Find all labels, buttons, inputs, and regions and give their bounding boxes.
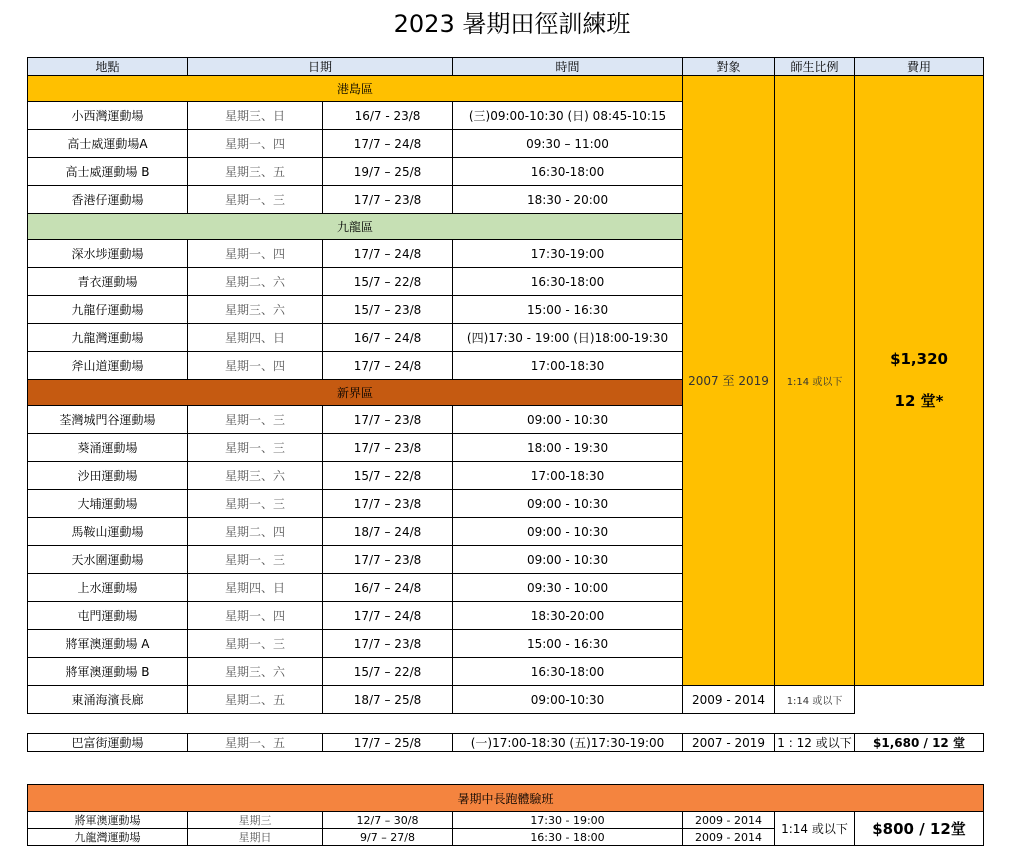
days-cell: 星期一、三: [188, 630, 323, 658]
days-cell: 星期二、五: [188, 686, 323, 714]
fee-price: $1,320: [890, 350, 948, 368]
venue-cell: 荃灣城門谷運動場: [28, 406, 188, 434]
distance-table: [27, 784, 984, 846]
venue-cell: 沙田運動場: [28, 462, 188, 490]
days-cell: 星期三、五: [188, 158, 323, 186]
venue-cell: 九龍灣運動場: [28, 829, 188, 846]
days-cell: 星期三、日: [188, 102, 323, 130]
time-cell: 09:30 – 11:00: [453, 130, 683, 158]
days-cell: 星期一、三: [188, 546, 323, 574]
time-cell: 18:00 - 19:30: [453, 434, 683, 462]
dates-cell: 9/7 – 27/8: [323, 829, 453, 846]
header-venue: 地點: [28, 58, 188, 76]
header-target: 對象: [683, 58, 775, 76]
dates-cell: 16/7 – 24/8: [323, 324, 453, 352]
venue-cell: 將軍澳運動場 B: [28, 658, 188, 686]
ratio-cell: 1:14 或以下: [775, 76, 855, 686]
days-cell: 星期一、四: [188, 240, 323, 268]
pak-fuk-table: [27, 733, 984, 752]
days-cell: 星期一、四: [188, 602, 323, 630]
ratio-cell: 1:14 或以下: [775, 686, 855, 714]
fee-lesson-count: 12 堂*: [894, 392, 944, 410]
ratio-cell: 1 : 12 或以下: [775, 734, 855, 752]
time-cell: 17:30 - 19:00: [453, 812, 683, 829]
time-cell: 18:30-20:00: [453, 602, 683, 630]
venue-cell: 馬鞍山運動場: [28, 518, 188, 546]
days-cell: 星期三、六: [188, 296, 323, 324]
table-row: [28, 734, 984, 752]
venue-cell: 將軍澳運動場: [28, 812, 188, 829]
target-cell: 2009 - 2014: [683, 812, 775, 829]
venue-cell: 大埔運動場: [28, 490, 188, 518]
distance-title: 暑期中長跑體驗班: [28, 785, 984, 812]
venue-cell: 天水圍運動場: [28, 546, 188, 574]
dates-cell: 16/7 – 24/8: [323, 574, 453, 602]
page-title: 2023 暑期田徑訓練班: [393, 10, 631, 38]
dates-cell: 17/7 – 24/8: [323, 602, 453, 630]
target-cell: 2009 - 2014: [683, 829, 775, 846]
dates-cell: 15/7 – 22/8: [323, 268, 453, 296]
venue-cell: 屯門運動場: [28, 602, 188, 630]
days-cell: 星期四、日: [188, 324, 323, 352]
dates-cell: 19/7 – 25/8: [323, 158, 453, 186]
dates-cell: 17/7 – 24/8: [323, 130, 453, 158]
time-cell: 18:30 - 20:00: [453, 186, 683, 214]
time-cell: 15:00 - 16:30: [453, 296, 683, 324]
time-cell: 09:00 - 10:30: [453, 546, 683, 574]
target-cell: 2007 - 2019: [683, 734, 775, 752]
dates-cell: 17/7 – 25/8: [323, 734, 453, 752]
dates-cell: 16/7 - 23/8: [323, 102, 453, 130]
dates-cell: 17/7 – 24/8: [323, 240, 453, 268]
dates-cell: 17/7 – 24/8: [323, 352, 453, 380]
venue-cell: 九龍仔運動場: [28, 296, 188, 324]
ratio-cell: 1:14 或以下: [775, 812, 855, 846]
time-cell: 09:00 - 10:30: [453, 490, 683, 518]
table-row: [28, 686, 984, 714]
dates-cell: 18/7 – 25/8: [323, 686, 453, 714]
dates-cell: 17/7 – 23/8: [323, 490, 453, 518]
dates-cell: 15/7 – 23/8: [323, 296, 453, 324]
dates-cell: 12/7 – 30/8: [323, 812, 453, 829]
dates-cell: 17/7 – 23/8: [323, 546, 453, 574]
time-cell: 09:00 - 10:30: [453, 406, 683, 434]
days-cell: 星期二、六: [188, 268, 323, 296]
venue-cell: 高士威運動場 B: [28, 158, 188, 186]
venue-cell: 香港仔運動場: [28, 186, 188, 214]
dates-cell: 17/7 – 23/8: [323, 186, 453, 214]
dates-cell: 18/7 – 24/8: [323, 518, 453, 546]
days-cell: 星期一、五: [188, 734, 323, 752]
region-hong-kong-island: [28, 76, 984, 102]
fee-cell: $800 / 12堂: [855, 812, 984, 846]
time-cell: 09:30 - 10:00: [453, 574, 683, 602]
venue-cell: 巴富街運動場: [28, 734, 188, 752]
fee-cell: $1,680 / 12 堂: [855, 734, 984, 752]
region-label: 九龍區: [28, 214, 683, 240]
dates-cell: 17/7 – 23/8: [323, 406, 453, 434]
days-cell: 星期三、六: [188, 462, 323, 490]
dates-cell: 15/7 – 22/8: [323, 462, 453, 490]
time-cell: 09:00-10:30: [453, 686, 683, 714]
table-row: [28, 812, 984, 829]
schedule-table: [27, 57, 984, 714]
distance-banner: [28, 785, 984, 812]
days-cell: 星期四、日: [188, 574, 323, 602]
days-cell: 星期三: [188, 812, 323, 829]
header-row: [28, 58, 984, 76]
days-cell: 星期一、三: [188, 186, 323, 214]
region-label: 新界區: [28, 380, 683, 406]
time-cell: 16:30-18:00: [453, 658, 683, 686]
venue-cell: 高士威運動場A: [28, 130, 188, 158]
days-cell: 星期一、四: [188, 130, 323, 158]
dates-cell: 17/7 – 23/8: [323, 434, 453, 462]
time-cell: 17:30-19:00: [453, 240, 683, 268]
days-cell: 星期一、三: [188, 434, 323, 462]
header-date: 日期: [188, 58, 453, 76]
days-cell: 星期三、六: [188, 658, 323, 686]
days-cell: 星期一、三: [188, 406, 323, 434]
time-cell: 15:00 - 16:30: [453, 630, 683, 658]
target-cell: 2007 至 2019: [683, 76, 775, 686]
venue-cell: 青衣運動場: [28, 268, 188, 296]
venue-cell: 九龍灣運動場: [28, 324, 188, 352]
venue-cell: 小西灣運動場: [28, 102, 188, 130]
dates-cell: 17/7 – 23/8: [323, 630, 453, 658]
time-cell: (四)17:30 - 19:00 (日)18:00-19:30: [453, 324, 683, 352]
venue-cell: 將軍澳運動場 A: [28, 630, 188, 658]
time-cell: 17:00-18:30: [453, 462, 683, 490]
venue-cell: 葵涌運動場: [28, 434, 188, 462]
venue-cell: 斧山道運動場: [28, 352, 188, 380]
time-cell: 09:00 - 10:30: [453, 518, 683, 546]
days-cell: 星期日: [188, 829, 323, 846]
time-cell: 16:30-18:00: [453, 158, 683, 186]
region-label: 港島區: [28, 76, 683, 102]
time-cell: (三)09:00-10:30 (日) 08:45-10:15: [453, 102, 683, 130]
header-ratio: 師生比例: [775, 58, 855, 76]
venue-cell: 深水埗運動場: [28, 240, 188, 268]
venue-cell: 東涌海濱長廊: [28, 686, 188, 714]
time-cell: 16:30-18:00: [453, 268, 683, 296]
days-cell: 星期一、四: [188, 352, 323, 380]
header-time: 時間: [453, 58, 683, 76]
days-cell: 星期二、四: [188, 518, 323, 546]
header-fee: 費用: [855, 58, 984, 76]
venue-cell: 上水運動場: [28, 574, 188, 602]
time-cell: 16:30 - 18:00: [453, 829, 683, 846]
time-cell: 17:00-18:30: [453, 352, 683, 380]
time-cell: (一)17:00-18:30 (五)17:30-19:00: [453, 734, 683, 752]
days-cell: 星期一、三: [188, 490, 323, 518]
fee-cell: [855, 76, 984, 686]
target-cell: 2009 - 2014: [683, 686, 775, 714]
dates-cell: 15/7 – 22/8: [323, 658, 453, 686]
